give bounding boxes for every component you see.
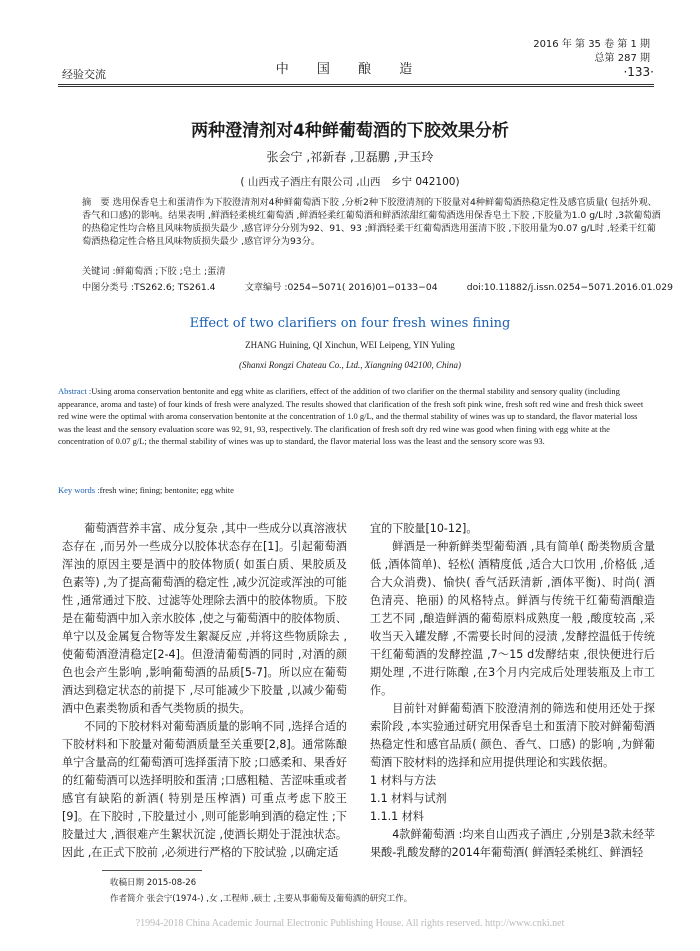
subsection-heading: 1.1 材料与试剂 — [370, 792, 447, 805]
journal-name: 中 国 酿 造 — [275, 62, 425, 77]
affiliation-en: (Shanxi Rongzi Chateau Co., Ltd., Xiangning 042100, China) — [239, 360, 461, 370]
paragraph: 葡萄酒营养丰富、成分复杂 ,其中一些成分以真溶液状态存在 ,而另外一些成分以胶体状态存在[1]。引起葡萄酒浑浊的原因主要是酒中的胶体物质( 如蛋白质、果胶质及色素等) ,为了提高葡萄酒的稳定性 ,减少沉淀或浑浊的可能性 ,通常通过下胶、过滤等处理除去酒中的胶体物质。下胶是在葡萄酒中加入亲水胶体 ,使之与葡萄酒中的胶体物质、单宁以及金属复合物等发生絮凝反应 ,并将这些物质除去 ,使葡萄酒澄清稳定[2-4]。但澄清葡萄酒的同时 ,对酒的颜色也会产生影响 ,影响葡萄酒的品质[5-7]。所以应在葡萄酒达到稳定状态的前提下 ,尽可能减少下胶量 ,以减少葡萄酒中色素类物质和香气类物质的损失。 — [62, 522, 347, 715]
abstract-en-text: Using aroma conservation bentonite and egg white as clarifiers, effect of the addition of two clarifier on the thermal stability and sensory quality (including appearance, aroma and taste) of four kinds of fresh were analyzed. The results showed that clarification of the fresh soft pink wine, fresh soft red wine and fresh thick sweet red wine were the optimal with aroma conservation bentonite at the concentration of 1.0 g/L, and the thermal stability of wines was up to standard, the flavor material loss was the least and the sensory evaluation score was 92, 91, 93, respectively. The clarification of fresh soft dry red wine was good when fining with egg white at the concentration of 0.07 g/L; the thermal stability of wines was up to standard, the flavor material loss was the least and the sensory score was 93. — [58, 386, 644, 446]
header-rule — [58, 84, 654, 85]
journal-column: 经验交流 — [62, 68, 106, 81]
footnote-received: 收稿日期 2015-08-26 — [110, 878, 197, 888]
copyright-watermark: ?1994-2018 China Academic Journal Electronic Publishing House. All rights reserved. http://www.cnki.net — [135, 918, 565, 929]
issue-info — [533, 38, 650, 66]
paragraph: 4款鲜葡萄酒 :均来自山西戎子酒庄 ,分别是3款未经苹果酸-乳酸发酵的2014年葡萄酒( 鲜酒轻柔桃红、鲜酒轻 — [370, 828, 655, 859]
body-column-left — [62, 520, 347, 862]
clc-number: 中图分类号 :TS262.6; TS261.4 — [82, 282, 216, 293]
page-number: ·133· — [623, 65, 654, 79]
footnote-rule — [102, 870, 202, 871]
title-cn: 两种澄清剂对4种鲜葡萄酒的下胶效果分析 — [191, 121, 509, 141]
section-heading: 1 材料与方法 — [370, 774, 437, 787]
abstract-cn: 摘 要 选用保香皂土和蛋清作为下胶澄清剂对4种鲜葡萄酒下胶 ,分析2种下胶澄清剂的下胶量对4种鲜葡萄酒热稳定性及感官质量( 包括外观、香气和口感)的影响。结果表明 ,鲜酒轻柔桃红葡萄酒 ,鲜酒轻柔红葡萄酒和鲜酒浓甜红葡萄酒选用保香皂土下胶 ,下胶量为1.0 g/L时 ,3款葡萄酒的热稳定性均合格且风味物质损失最少 ,感官评分分别为92、91、93 ;鲜酒轻柔干红葡萄酒选用蛋清下胶 ,下胶用量为0.07 g/L时 ,轻柔干红葡萄酒热稳定性合格且风味物质损失最少 ,感官评分为93分。 — [82, 197, 661, 247]
paragraph: 目前针对鲜葡萄酒下胶澄清剂的筛选和使用还处于探索阶段 ,本实验通过研究用保香皂土和蛋清下胶对鲜葡萄酒热稳定性和感官品质( 颜色、香气、口感) 的影响 ,为鲜葡萄酒下胶材料的选择和应用提供理论和实践依据。 — [370, 702, 655, 769]
year-issue: 2016 年 第 35 卷 第 1 期 — [533, 39, 650, 50]
keywords-en-text: fresh wine; fining; bentonite; egg white — [99, 485, 234, 495]
document-code: 文章编号 :0254−5071( 2016)01−0133−04 — [244, 282, 438, 293]
keywords-cn: 关键词 :鲜葡萄酒 ;下胶 ;皂土 ;蛋清 — [82, 266, 226, 277]
header-rule-secondary — [58, 86, 654, 87]
classification-line — [82, 279, 673, 293]
subsubsection-heading: 1.1.1 材料 — [370, 810, 424, 823]
paragraph: 鲜酒是一种新鲜类型葡萄酒 ,具有简单( 酚类物质含量低 ,酒体简单)、轻松( 酒精度低 ,适合大口饮用 ,价格低 ,适合大众消费)、愉快( 香气活跃清新 ,酒体平衡)、时尚( 酒色清亮、艳丽) 的风格特点。鲜酒与传统干红葡萄酒酿造工艺不同 ,酿造鲜酒的葡萄原料成熟度一般 ,酸度较高 ,采收当天入罐发酵 ,不需要长时间的浸渍 ,发酵控温低于传统干红葡萄酒的发酵控温 ,7～15 d发酵结束 ,很快便进行后期处理 ,不进行陈酿 ,在3个月内完成后处理装瓶及上市工作。 — [370, 540, 655, 697]
paragraph: 不同的下胶材料对葡萄酒质量的影响不同 ,选择合适的下胶材料和下胶量对葡萄酒质量至关重要[2,8]。通常陈酿单宁含量高的红葡萄酒可选择蛋清下胶 ;口感柔和、果香好的红葡萄酒可以选择明胶和蛋清 ;口感粗糙、苦涩味重或者感官有缺陷的新酒( 特别是压榨酒) 可重点考虑下胶王[9]。在下胶时 ,下胶量过小 ,则可能影响到酒的稳定性 ;下胶量过大 ,酒很难产生絮状沉淀 ,使酒长期处于混浊状态。因此 ,在正式下胶前 ,必须进行严格的下胶试验 ,以确定适 — [62, 720, 347, 859]
abstract-en-label: Abstract : — [58, 386, 92, 396]
keywords-en-label: Key words : — [58, 485, 100, 495]
authors-en: ZHANG Huining, QI Xinchun, WEI Leipeng, YIN Yuling — [245, 340, 455, 350]
body-column-right — [370, 520, 655, 862]
doi[interactable]: doi:10.11882/j.issn.0254−5071.2016.01.029 — [466, 282, 673, 293]
authors-cn: 张会宁 ,祁新春 ,卫磊鹏 ,尹玉玲 — [266, 150, 434, 164]
paragraph-continuation: 宜的下胶量[10-12]。 — [370, 522, 478, 535]
abstract-en — [58, 385, 648, 448]
affiliation-cn: ( 山西戎子酒庄有限公司 ,山西 乡宁 042100) — [240, 176, 460, 188]
keywords-en — [58, 485, 648, 495]
total-issue: 总第 287 期 — [594, 53, 650, 64]
footnote-author: 作者简介 张会宁(1974-) ,女 ,工程师 ,硕士 ,主要从事葡萄及葡萄酒的研究工作。 — [110, 894, 413, 904]
title-en: Effect of two clarifiers on four fresh wines fining — [189, 316, 511, 331]
